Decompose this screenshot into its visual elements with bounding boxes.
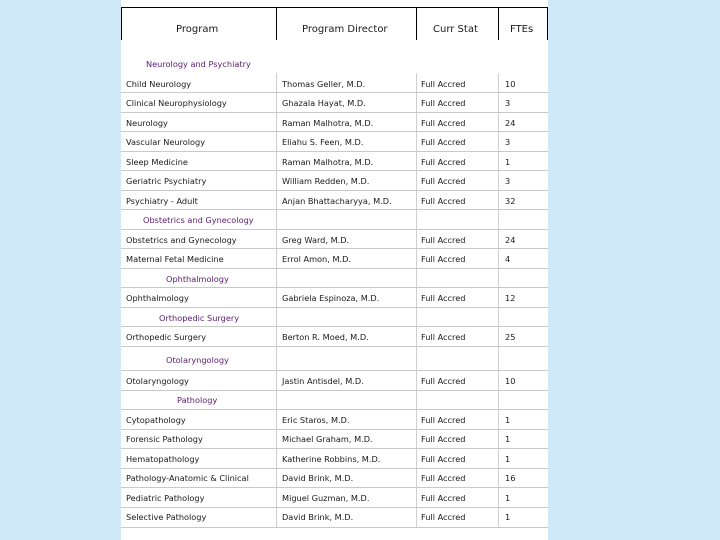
- header-divider: [276, 7, 277, 40]
- section-title: Neurology and Psychiatry: [146, 59, 251, 69]
- row-divider: [121, 370, 548, 371]
- cell-ftes: 32: [505, 196, 516, 206]
- cell-ftes: 3: [505, 98, 511, 108]
- header-divider: [547, 7, 548, 40]
- cell-program: Pathology-Anatomic & Clinical: [126, 473, 249, 483]
- row-divider: [121, 287, 548, 288]
- cell-ftes: 16: [505, 473, 516, 483]
- cell-status: Full Accred: [421, 235, 466, 245]
- cell-director: Raman Malhotra, M.D.: [282, 157, 374, 167]
- cell-director: Ghazala Hayat, M.D.: [282, 98, 366, 108]
- header-ftes: FTEs: [510, 24, 534, 35]
- cell-ftes: 1: [505, 454, 511, 464]
- header-divider: [121, 7, 122, 40]
- row-divider: [121, 468, 548, 469]
- cell-director: Thomas Geller, M.D.: [282, 79, 366, 89]
- row-divider: [121, 131, 548, 132]
- row-divider: [121, 151, 548, 152]
- program-table: [121, 0, 548, 540]
- cell-program: Vascular Neurology: [126, 137, 206, 147]
- row-divider: [121, 527, 548, 528]
- cell-director: Berton R. Moed, M.D.: [282, 332, 369, 342]
- cell-status: Full Accred: [421, 415, 466, 425]
- cell-program: Maternal Fetal Medicine: [126, 254, 224, 264]
- cell-director: Eric Staros, M.D.: [282, 415, 350, 425]
- cell-ftes: 3: [505, 176, 511, 186]
- row-divider: [121, 487, 548, 488]
- cell-status: Full Accred: [421, 137, 466, 147]
- cell-status: Full Accred: [421, 376, 466, 386]
- cell-program: Psychiatry - Adult: [126, 196, 198, 206]
- cell-program: Obstetrics and Gynecology: [126, 235, 237, 245]
- cell-status: Full Accred: [421, 118, 466, 128]
- cell-ftes: 1: [505, 157, 511, 167]
- cell-ftes: 1: [505, 493, 511, 503]
- cell-program: Sleep Medicine: [126, 157, 188, 167]
- cell-director: Gabriela Espinoza, M.D.: [282, 293, 380, 303]
- section-title: Pathology: [177, 395, 218, 405]
- header-divider: [416, 7, 417, 40]
- cell-program: Orthopedic Surgery: [126, 332, 207, 342]
- cell-ftes: 25: [505, 332, 516, 342]
- cell-program: Forensic Pathology: [126, 434, 203, 444]
- cell-ftes: 1: [505, 512, 511, 522]
- cell-status: Full Accred: [421, 512, 466, 522]
- cell-program: Pediatric Pathology: [126, 493, 205, 503]
- column-divider: [498, 73, 499, 528]
- cell-status: Full Accred: [421, 157, 466, 167]
- cell-ftes: 24: [505, 118, 516, 128]
- cell-status: Full Accred: [421, 196, 466, 206]
- header-top-rule: [121, 7, 548, 8]
- row-divider: [121, 190, 548, 191]
- column-divider: [276, 73, 277, 528]
- cell-status: Full Accred: [421, 176, 466, 186]
- row-divider: [121, 346, 548, 347]
- cell-director: Michael Graham, M.D.: [282, 434, 373, 444]
- header-status: Curr Stat: [433, 24, 478, 35]
- cell-director: Eliahu S. Feen, M.D.: [282, 137, 364, 147]
- cell-ftes: 4: [505, 254, 511, 264]
- cell-program: Geriatric Psychiatry: [126, 176, 207, 186]
- cell-status: Full Accred: [421, 454, 466, 464]
- row-divider: [121, 409, 548, 410]
- cell-program: Ophthalmology: [126, 293, 189, 303]
- row-divider: [121, 307, 548, 308]
- cell-program: Child Neurology: [126, 79, 192, 89]
- cell-program: Otolaryngology: [126, 376, 189, 386]
- cell-status: Full Accred: [421, 98, 466, 108]
- cell-ftes: 12: [505, 293, 516, 303]
- cell-status: Full Accred: [421, 434, 466, 444]
- row-divider: [121, 390, 548, 391]
- cell-program: Clinical Neurophysiology: [126, 98, 227, 108]
- cell-director: Miguel Guzman, M.D.: [282, 493, 370, 503]
- header-divider: [498, 7, 499, 40]
- section-title: Otolaryngology: [166, 355, 229, 365]
- row-divider: [121, 92, 548, 93]
- table-header: [121, 7, 548, 40]
- cell-ftes: 10: [505, 79, 516, 89]
- cell-program: Neurology: [126, 118, 168, 128]
- cell-director: David Brink, M.D.: [282, 473, 354, 483]
- cell-status: Full Accred: [421, 79, 466, 89]
- cell-director: William Redden, M.D.: [282, 176, 370, 186]
- cell-director: Katherine Robbins, M.D.: [282, 454, 381, 464]
- cell-director: Anjan Bhattacharyya, M.D.: [282, 196, 392, 206]
- row-divider: [121, 112, 548, 113]
- column-divider: [416, 73, 417, 528]
- cell-ftes: 3: [505, 137, 511, 147]
- cell-ftes: 24: [505, 235, 516, 245]
- row-divider: [121, 448, 548, 449]
- cell-status: Full Accred: [421, 254, 466, 264]
- cell-ftes: 10: [505, 376, 516, 386]
- row-divider: [121, 326, 548, 327]
- cell-ftes: 1: [505, 434, 511, 444]
- cell-director: David Brink, M.D.: [282, 512, 354, 522]
- cell-director: Raman Malhotra, M.D.: [282, 118, 374, 128]
- cell-program: Hematopathology: [126, 454, 200, 464]
- cell-status: Full Accred: [421, 493, 466, 503]
- cell-program: Cytopathology: [126, 415, 186, 425]
- row-divider: [121, 429, 548, 430]
- header-program: Program: [176, 24, 219, 35]
- row-divider: [121, 170, 548, 171]
- cell-status: Full Accred: [421, 473, 466, 483]
- cell-status: Full Accred: [421, 293, 466, 303]
- section-title: Orthopedic Surgery: [159, 313, 240, 323]
- section-title: Ophthalmology: [166, 274, 229, 284]
- header-director: Program Director: [302, 24, 388, 35]
- cell-status: Full Accred: [421, 332, 466, 342]
- cell-program: Selective Pathology: [126, 512, 207, 522]
- row-divider: [121, 248, 548, 249]
- row-divider: [121, 268, 548, 269]
- cell-director: Jastin Antisdel, M.D.: [282, 376, 364, 386]
- section-title: Obstetrics and Gynecology: [143, 215, 254, 225]
- row-divider: [121, 229, 548, 230]
- cell-ftes: 1: [505, 415, 511, 425]
- cell-director: Errol Amon, M.D.: [282, 254, 352, 264]
- row-divider: [121, 209, 548, 210]
- row-divider: [121, 507, 548, 508]
- cell-director: Greg Ward, M.D.: [282, 235, 350, 245]
